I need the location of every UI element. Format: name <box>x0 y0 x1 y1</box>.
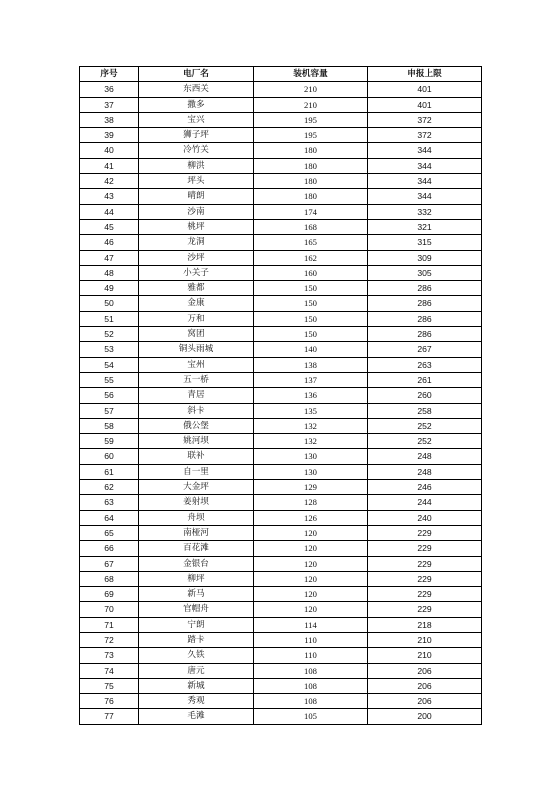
table-row <box>80 648 482 663</box>
cell-installed-capacity: 108 <box>254 694 368 709</box>
cell-declared-upper-limit: 305 <box>368 265 482 280</box>
cell-declared-upper-limit: 229 <box>368 556 482 571</box>
cell-plant-name: 秀观 <box>139 694 254 709</box>
cell-declared-upper-limit: 210 <box>368 632 482 647</box>
cell-installed-capacity: 150 <box>254 327 368 342</box>
table-row <box>80 587 482 602</box>
cell-declared-upper-limit: 206 <box>368 678 482 693</box>
cell-plant-name: 舟坝 <box>139 510 254 525</box>
table-row <box>80 82 482 97</box>
cell-plant-name: 雅都 <box>139 281 254 296</box>
cell-serial-number: 68 <box>80 571 139 586</box>
cell-serial-number: 72 <box>80 632 139 647</box>
cell-declared-upper-limit: 248 <box>368 449 482 464</box>
cell-installed-capacity: 150 <box>254 296 368 311</box>
cell-declared-upper-limit: 229 <box>368 541 482 556</box>
cell-declared-upper-limit: 240 <box>368 510 482 525</box>
cell-declared-upper-limit: 372 <box>368 112 482 127</box>
table-row <box>80 250 482 265</box>
cell-installed-capacity: 126 <box>254 510 368 525</box>
cell-installed-capacity: 150 <box>254 311 368 326</box>
cell-declared-upper-limit: 252 <box>368 434 482 449</box>
cell-serial-number: 62 <box>80 480 139 495</box>
cell-plant-name: 坪头 <box>139 174 254 189</box>
cell-declared-upper-limit: 267 <box>368 342 482 357</box>
cell-serial-number: 49 <box>80 281 139 296</box>
table-row <box>80 434 482 449</box>
cell-installed-capacity: 120 <box>254 571 368 586</box>
cell-declared-upper-limit: 206 <box>368 663 482 678</box>
cell-serial-number: 75 <box>80 678 139 693</box>
cell-installed-capacity: 108 <box>254 678 368 693</box>
cell-plant-name: 金康 <box>139 296 254 311</box>
cell-declared-upper-limit: 263 <box>368 357 482 372</box>
table-row <box>80 372 482 387</box>
cell-plant-name: 唐元 <box>139 663 254 678</box>
cell-declared-upper-limit: 258 <box>368 403 482 418</box>
table-row <box>80 128 482 143</box>
cell-declared-upper-limit: 286 <box>368 327 482 342</box>
cell-serial-number: 73 <box>80 648 139 663</box>
cell-serial-number: 48 <box>80 265 139 280</box>
cell-installed-capacity: 195 <box>254 112 368 127</box>
cell-installed-capacity: 108 <box>254 663 368 678</box>
cell-plant-name: 窝团 <box>139 327 254 342</box>
cell-serial-number: 36 <box>80 82 139 97</box>
cell-serial-number: 64 <box>80 510 139 525</box>
cell-plant-name: 俄公堡 <box>139 418 254 433</box>
table-row <box>80 174 482 189</box>
cell-plant-name: 万和 <box>139 311 254 326</box>
table-row <box>80 602 482 617</box>
cell-installed-capacity: 120 <box>254 556 368 571</box>
cell-serial-number: 61 <box>80 464 139 479</box>
table-row <box>80 632 482 647</box>
table-row <box>80 311 482 326</box>
cell-installed-capacity: 128 <box>254 495 368 510</box>
cell-plant-name: 沙坪 <box>139 250 254 265</box>
table-row <box>80 265 482 280</box>
table-row <box>80 327 482 342</box>
cell-plant-name: 东西关 <box>139 82 254 97</box>
cell-plant-name: 姚河坝 <box>139 434 254 449</box>
table-row <box>80 204 482 219</box>
cell-plant-name: 柳洪 <box>139 158 254 173</box>
cell-declared-upper-limit: 344 <box>368 174 482 189</box>
cell-serial-number: 43 <box>80 189 139 204</box>
cell-declared-upper-limit: 252 <box>368 418 482 433</box>
cell-serial-number: 59 <box>80 434 139 449</box>
cell-plant-name: 宁朗 <box>139 617 254 632</box>
cell-plant-name: 宝兴 <box>139 112 254 127</box>
cell-declared-upper-limit: 244 <box>368 495 482 510</box>
cell-declared-upper-limit: 206 <box>368 694 482 709</box>
cell-serial-number: 51 <box>80 311 139 326</box>
cell-installed-capacity: 160 <box>254 265 368 280</box>
cell-installed-capacity: 120 <box>254 541 368 556</box>
cell-installed-capacity: 180 <box>254 143 368 158</box>
cell-installed-capacity: 138 <box>254 357 368 372</box>
cell-plant-name: 新城 <box>139 678 254 693</box>
table-header-row <box>80 67 482 82</box>
cell-declared-upper-limit: 229 <box>368 525 482 540</box>
cell-plant-name: 龙洞 <box>139 235 254 250</box>
cell-installed-capacity: 136 <box>254 388 368 403</box>
cell-serial-number: 71 <box>80 617 139 632</box>
cell-installed-capacity: 110 <box>254 632 368 647</box>
table-row <box>80 449 482 464</box>
cell-serial-number: 58 <box>80 418 139 433</box>
cell-plant-name: 晴朗 <box>139 189 254 204</box>
cell-plant-name: 青居 <box>139 388 254 403</box>
cell-serial-number: 74 <box>80 663 139 678</box>
table-row <box>80 556 482 571</box>
cell-declared-upper-limit: 229 <box>368 571 482 586</box>
table-row <box>80 296 482 311</box>
cell-installed-capacity: 130 <box>254 449 368 464</box>
cell-serial-number: 41 <box>80 158 139 173</box>
cell-installed-capacity: 135 <box>254 403 368 418</box>
cell-installed-capacity: 150 <box>254 281 368 296</box>
cell-declared-upper-limit: 344 <box>368 143 482 158</box>
table-row <box>80 418 482 433</box>
cell-declared-upper-limit: 261 <box>368 372 482 387</box>
cell-serial-number: 39 <box>80 128 139 143</box>
table-row <box>80 694 482 709</box>
cell-installed-capacity: 162 <box>254 250 368 265</box>
cell-serial-number: 38 <box>80 112 139 127</box>
cell-serial-number: 54 <box>80 357 139 372</box>
cell-declared-upper-limit: 200 <box>368 709 482 724</box>
cell-declared-upper-limit: 332 <box>368 204 482 219</box>
cell-declared-upper-limit: 218 <box>368 617 482 632</box>
cell-serial-number: 46 <box>80 235 139 250</box>
cell-installed-capacity: 210 <box>254 97 368 112</box>
cell-installed-capacity: 180 <box>254 174 368 189</box>
table-row <box>80 158 482 173</box>
cell-serial-number: 67 <box>80 556 139 571</box>
cell-installed-capacity: 132 <box>254 418 368 433</box>
cell-serial-number: 37 <box>80 97 139 112</box>
cell-installed-capacity: 105 <box>254 709 368 724</box>
cell-installed-capacity: 137 <box>254 372 368 387</box>
cell-declared-upper-limit: 401 <box>368 82 482 97</box>
cell-installed-capacity: 110 <box>254 648 368 663</box>
cell-installed-capacity: 174 <box>254 204 368 219</box>
cell-installed-capacity: 210 <box>254 82 368 97</box>
cell-plant-name: 小关子 <box>139 265 254 280</box>
cell-installed-capacity: 130 <box>254 464 368 479</box>
cell-serial-number: 53 <box>80 342 139 357</box>
cell-plant-name: 南桠河 <box>139 525 254 540</box>
cell-declared-upper-limit: 321 <box>368 219 482 234</box>
cell-declared-upper-limit: 309 <box>368 250 482 265</box>
cell-plant-name: 官帽舟 <box>139 602 254 617</box>
cell-installed-capacity: 120 <box>254 525 368 540</box>
power-plant-table <box>79 66 482 725</box>
cell-installed-capacity: 180 <box>254 189 368 204</box>
table-row <box>80 480 482 495</box>
cell-installed-capacity: 140 <box>254 342 368 357</box>
cell-plant-name: 踏卡 <box>139 632 254 647</box>
cell-declared-upper-limit: 286 <box>368 281 482 296</box>
cell-serial-number: 55 <box>80 372 139 387</box>
table-row <box>80 571 482 586</box>
table-row <box>80 281 482 296</box>
cell-serial-number: 57 <box>80 403 139 418</box>
cell-plant-name: 大金坪 <box>139 480 254 495</box>
cell-plant-name: 沙南 <box>139 204 254 219</box>
table-row <box>80 510 482 525</box>
table-row <box>80 388 482 403</box>
cell-serial-number: 76 <box>80 694 139 709</box>
cell-plant-name: 桃坪 <box>139 219 254 234</box>
cell-declared-upper-limit: 286 <box>368 311 482 326</box>
table-row <box>80 495 482 510</box>
cell-declared-upper-limit: 246 <box>368 480 482 495</box>
cell-declared-upper-limit: 344 <box>368 189 482 204</box>
cell-serial-number: 77 <box>80 709 139 724</box>
cell-installed-capacity: 180 <box>254 158 368 173</box>
table-row <box>80 97 482 112</box>
header-plant-name: 电厂名 <box>139 67 254 82</box>
table-row <box>80 464 482 479</box>
cell-installed-capacity: 120 <box>254 602 368 617</box>
cell-serial-number: 44 <box>80 204 139 219</box>
cell-plant-name: 斜卡 <box>139 403 254 418</box>
table-row <box>80 143 482 158</box>
cell-plant-name: 自一里 <box>139 464 254 479</box>
header-installed-capacity: 装机容量 <box>254 67 368 82</box>
cell-plant-name: 金银台 <box>139 556 254 571</box>
cell-declared-upper-limit: 344 <box>368 158 482 173</box>
cell-plant-name: 柳坪 <box>139 571 254 586</box>
cell-plant-name: 联补 <box>139 449 254 464</box>
table-body <box>80 82 482 724</box>
cell-plant-name: 毛滩 <box>139 709 254 724</box>
cell-declared-upper-limit: 248 <box>368 464 482 479</box>
cell-plant-name: 百花滩 <box>139 541 254 556</box>
header-serial-number: 序号 <box>80 67 139 82</box>
cell-declared-upper-limit: 229 <box>368 587 482 602</box>
cell-serial-number: 69 <box>80 587 139 602</box>
table-row <box>80 541 482 556</box>
cell-declared-upper-limit: 229 <box>368 602 482 617</box>
cell-declared-upper-limit: 372 <box>368 128 482 143</box>
cell-installed-capacity: 129 <box>254 480 368 495</box>
cell-serial-number: 42 <box>80 174 139 189</box>
cell-plant-name: 姜射坝 <box>139 495 254 510</box>
cell-serial-number: 63 <box>80 495 139 510</box>
table-row <box>80 525 482 540</box>
cell-serial-number: 47 <box>80 250 139 265</box>
cell-plant-name: 宝州 <box>139 357 254 372</box>
cell-serial-number: 52 <box>80 327 139 342</box>
table-row <box>80 112 482 127</box>
cell-installed-capacity: 114 <box>254 617 368 632</box>
table-row <box>80 189 482 204</box>
cell-installed-capacity: 168 <box>254 219 368 234</box>
cell-serial-number: 40 <box>80 143 139 158</box>
cell-serial-number: 50 <box>80 296 139 311</box>
table-row <box>80 678 482 693</box>
cell-declared-upper-limit: 260 <box>368 388 482 403</box>
table-row <box>80 709 482 724</box>
cell-serial-number: 65 <box>80 525 139 540</box>
cell-plant-name: 撒多 <box>139 97 254 112</box>
cell-installed-capacity: 120 <box>254 587 368 602</box>
cell-serial-number: 60 <box>80 449 139 464</box>
cell-plant-name: 冷竹关 <box>139 143 254 158</box>
cell-plant-name: 五一桥 <box>139 372 254 387</box>
cell-plant-name: 久铁 <box>139 648 254 663</box>
cell-serial-number: 45 <box>80 219 139 234</box>
cell-installed-capacity: 165 <box>254 235 368 250</box>
header-declared-upper-limit: 申报上限 <box>368 67 482 82</box>
cell-declared-upper-limit: 401 <box>368 97 482 112</box>
table-row <box>80 342 482 357</box>
table-row <box>80 663 482 678</box>
table-row <box>80 235 482 250</box>
table-row <box>80 617 482 632</box>
cell-serial-number: 66 <box>80 541 139 556</box>
table-row <box>80 403 482 418</box>
cell-installed-capacity: 195 <box>254 128 368 143</box>
cell-declared-upper-limit: 210 <box>368 648 482 663</box>
cell-plant-name: 铜头雨城 <box>139 342 254 357</box>
cell-plant-name: 狮子坪 <box>139 128 254 143</box>
table-row <box>80 357 482 372</box>
cell-serial-number: 70 <box>80 602 139 617</box>
cell-installed-capacity: 132 <box>254 434 368 449</box>
cell-serial-number: 56 <box>80 388 139 403</box>
cell-declared-upper-limit: 286 <box>368 296 482 311</box>
table-row <box>80 219 482 234</box>
cell-plant-name: 新马 <box>139 587 254 602</box>
cell-declared-upper-limit: 315 <box>368 235 482 250</box>
